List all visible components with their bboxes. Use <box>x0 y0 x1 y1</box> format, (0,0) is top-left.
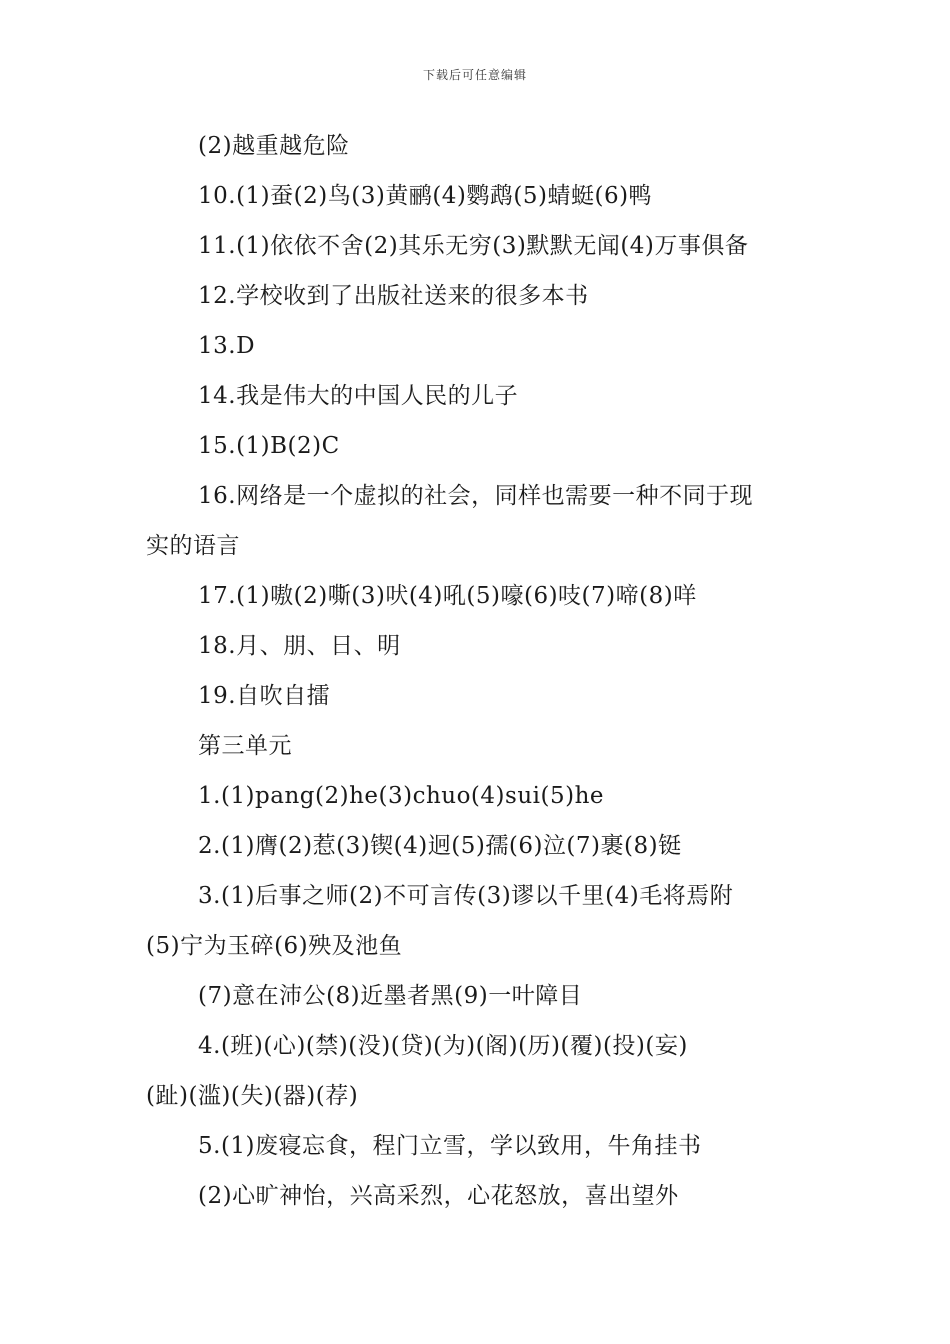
text-line: (2)心旷神怡，兴高采烈，心花怒放，喜出望外 <box>198 1183 679 1209</box>
text-line: 14.我是伟大的中国人民的儿子 <box>198 383 519 409</box>
text-line: 10.(1)蚕(2)鸟(3)黄鹂(4)鹦鹉(5)蜻蜓(6)鸭 <box>198 183 653 209</box>
text-line: (趾)(滥)(失)(器)(荐) <box>146 1083 359 1109</box>
text-line: 15.(1)B(2)C <box>198 433 340 459</box>
text-line: 1.(1)pang(2)he(3)chuo(4)sui(5)he <box>198 783 604 809</box>
text-line: 16.网络是一个虚拟的社会，同样也需要一种不同于现 <box>198 483 754 509</box>
text-line: 13.D <box>198 333 256 359</box>
text-line: 18.月、朋、日、明 <box>198 633 401 659</box>
text-line: 17.(1)嗷(2)嘶(3)吠(4)吼(5)嚎(6)吱(7)啼(8)咩 <box>198 583 697 609</box>
page-header: 下载后可任意编辑 <box>422 68 527 82</box>
text-line: (7)意在沛公(8)近墨者黑(9)一叶障目 <box>198 983 583 1009</box>
text-line: (2)越重越危险 <box>198 133 350 159</box>
text-line: 11.(1)依依不舍(2)其乐无穷(3)默默无闻(4)万事俱备 <box>198 233 749 259</box>
text-line: 2.(1)膺(2)惹(3)锲(4)迥(5)孺(6)泣(7)裹(8)铤 <box>198 833 682 859</box>
text-line: 5.(1)废寝忘食，程门立雪，学以致用，牛角挂书 <box>198 1133 702 1159</box>
text-line: 19.自吹自擂 <box>198 683 331 709</box>
section-heading: 第三单元 <box>198 733 292 759</box>
text-line: 12.学校收到了出版社送来的很多本书 <box>198 283 589 309</box>
text-line: 实的语言 <box>146 533 240 559</box>
text-line: 3.(1)后事之师(2)不可言传(3)谬以千里(4)毛将焉附 <box>198 883 734 909</box>
text-line: 4.(班)(心)(禁)(没)(贷)(为)(阁)(历)(覆)(投)(妄) <box>198 1033 688 1059</box>
text-line: (5)宁为玉碎(6)殃及池鱼 <box>146 933 403 959</box>
